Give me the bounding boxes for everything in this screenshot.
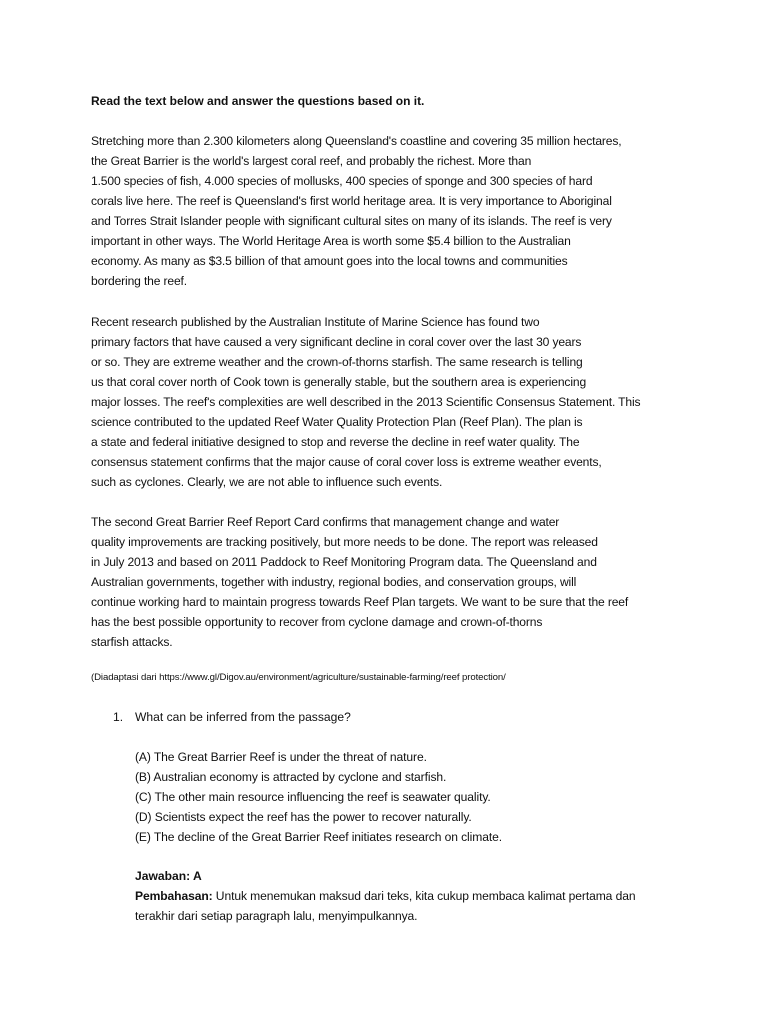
paragraph-line: science contributed to the updated Reef Water Quality Protection Plan (Reef Plan). The plan is [91, 415, 583, 429]
paragraph-line: corals live here. The reef is Queensland's first world heritage area. It is very importance to Aboriginal [91, 194, 612, 208]
paragraph-line: such as cyclones. Clearly, we are not able to influence such events. [91, 475, 443, 489]
explanation-text: Untuk menemukan maksud dari teks, kita cukup membaca kalimat pertama dan [212, 889, 636, 903]
option-e: (E) The decline of the Great Barrier Reef initiates research on climate. [135, 830, 502, 844]
instruction-heading: Read the text below and answer the questions based on it. [91, 94, 425, 108]
explanation-text: terakhir dari setiap paragraph lalu, menyimpulkannya. [135, 909, 418, 923]
question-1 [113, 707, 351, 727]
passage-paragraph-1 [91, 131, 731, 291]
paragraph-line: important in other ways. The World Heritage Area is worth some $5.4 billion to the Australian [91, 234, 571, 248]
option-a: (A) The Great Barrier Reef is under the threat of nature. [135, 750, 427, 764]
passage-paragraph-3 [91, 512, 731, 652]
paragraph-line: 1.500 species of fish, 4.000 species of mollusks, 400 species of sponge and 300 species of hard [91, 174, 593, 188]
paragraph-line: in July 2013 and based on 2011 Paddock to Reef Monitoring Program data. The Queensland and [91, 555, 597, 569]
paragraph-line: The second Great Barrier Reef Report Card confirms that management change and water [91, 515, 560, 529]
paragraph-line: has the best possible opportunity to recover from cyclone damage and crown-of-thorns [91, 615, 543, 629]
paragraph-line: a state and federal initiative designed to stop and reverse the decline in reef water quality. The [91, 435, 580, 449]
paragraph-line: Recent research published by the Australian Institute of Marine Science has found two [91, 315, 540, 329]
paragraph-line: and Torres Strait Islander people with significant cultural sites on many of its islands. The reef is very [91, 214, 612, 228]
option-c: (C) The other main resource influencing the reef is seawater quality. [135, 790, 491, 804]
paragraph-line: Australian governments, together with industry, regional bodies, and conservation groups, will [91, 575, 577, 589]
answer-options [135, 747, 502, 847]
paragraph-line: quality improvements are tracking positively, but more needs to be done. The report was released [91, 535, 598, 549]
passage-paragraph-2 [91, 312, 731, 492]
paragraph-line: economy. As many as $3.5 billion of that amount goes into the local towns and communities [91, 254, 568, 268]
explanation-label: Pembahasan: [135, 889, 213, 903]
paragraph-line: us that coral cover north of Cook town is generally stable, but the southern area is experiencing [91, 375, 587, 389]
answer-key: Jawaban: A [135, 869, 202, 883]
source-citation: (Diadaptasi dari https://www.gl/Digov.au/environment/agriculture/sustainable-farming/reef protection/ [91, 672, 506, 683]
paragraph-line: Stretching more than 2.300 kilometers along Queensland's coastline and covering 35 million hectares, [91, 134, 622, 148]
paragraph-line: bordering the reef. [91, 274, 187, 288]
paragraph-line: consensus statement confirms that the major cause of coral cover loss is extreme weather events, [91, 455, 602, 469]
paragraph-line: continue working hard to maintain progress towards Reef Plan targets. We want to be sure that the reef [91, 595, 629, 609]
paragraph-line: primary factors that have caused a very significant decline in coral cover over the last 30 years [91, 335, 582, 349]
paragraph-line: major losses. The reef's complexities are well described in the 2013 Scientific Consensus Statement. This [91, 395, 641, 409]
paragraph-line: or so. They are extreme weather and the crown-of-thorns starfish. The same research is telling [91, 355, 583, 369]
question-text: What can be inferred from the passage? [135, 710, 351, 724]
option-b: (B) Australian economy is attracted by cyclone and starfish. [135, 770, 447, 784]
paragraph-line: starfish attacks. [91, 635, 173, 649]
paragraph-line: the Great Barrier is the world's largest coral reef, and probably the richest. More than [91, 154, 532, 168]
question-number: 1. [113, 710, 124, 724]
explanation [135, 886, 695, 926]
option-d: (D) Scientists expect the reef has the power to recover naturally. [135, 810, 472, 824]
